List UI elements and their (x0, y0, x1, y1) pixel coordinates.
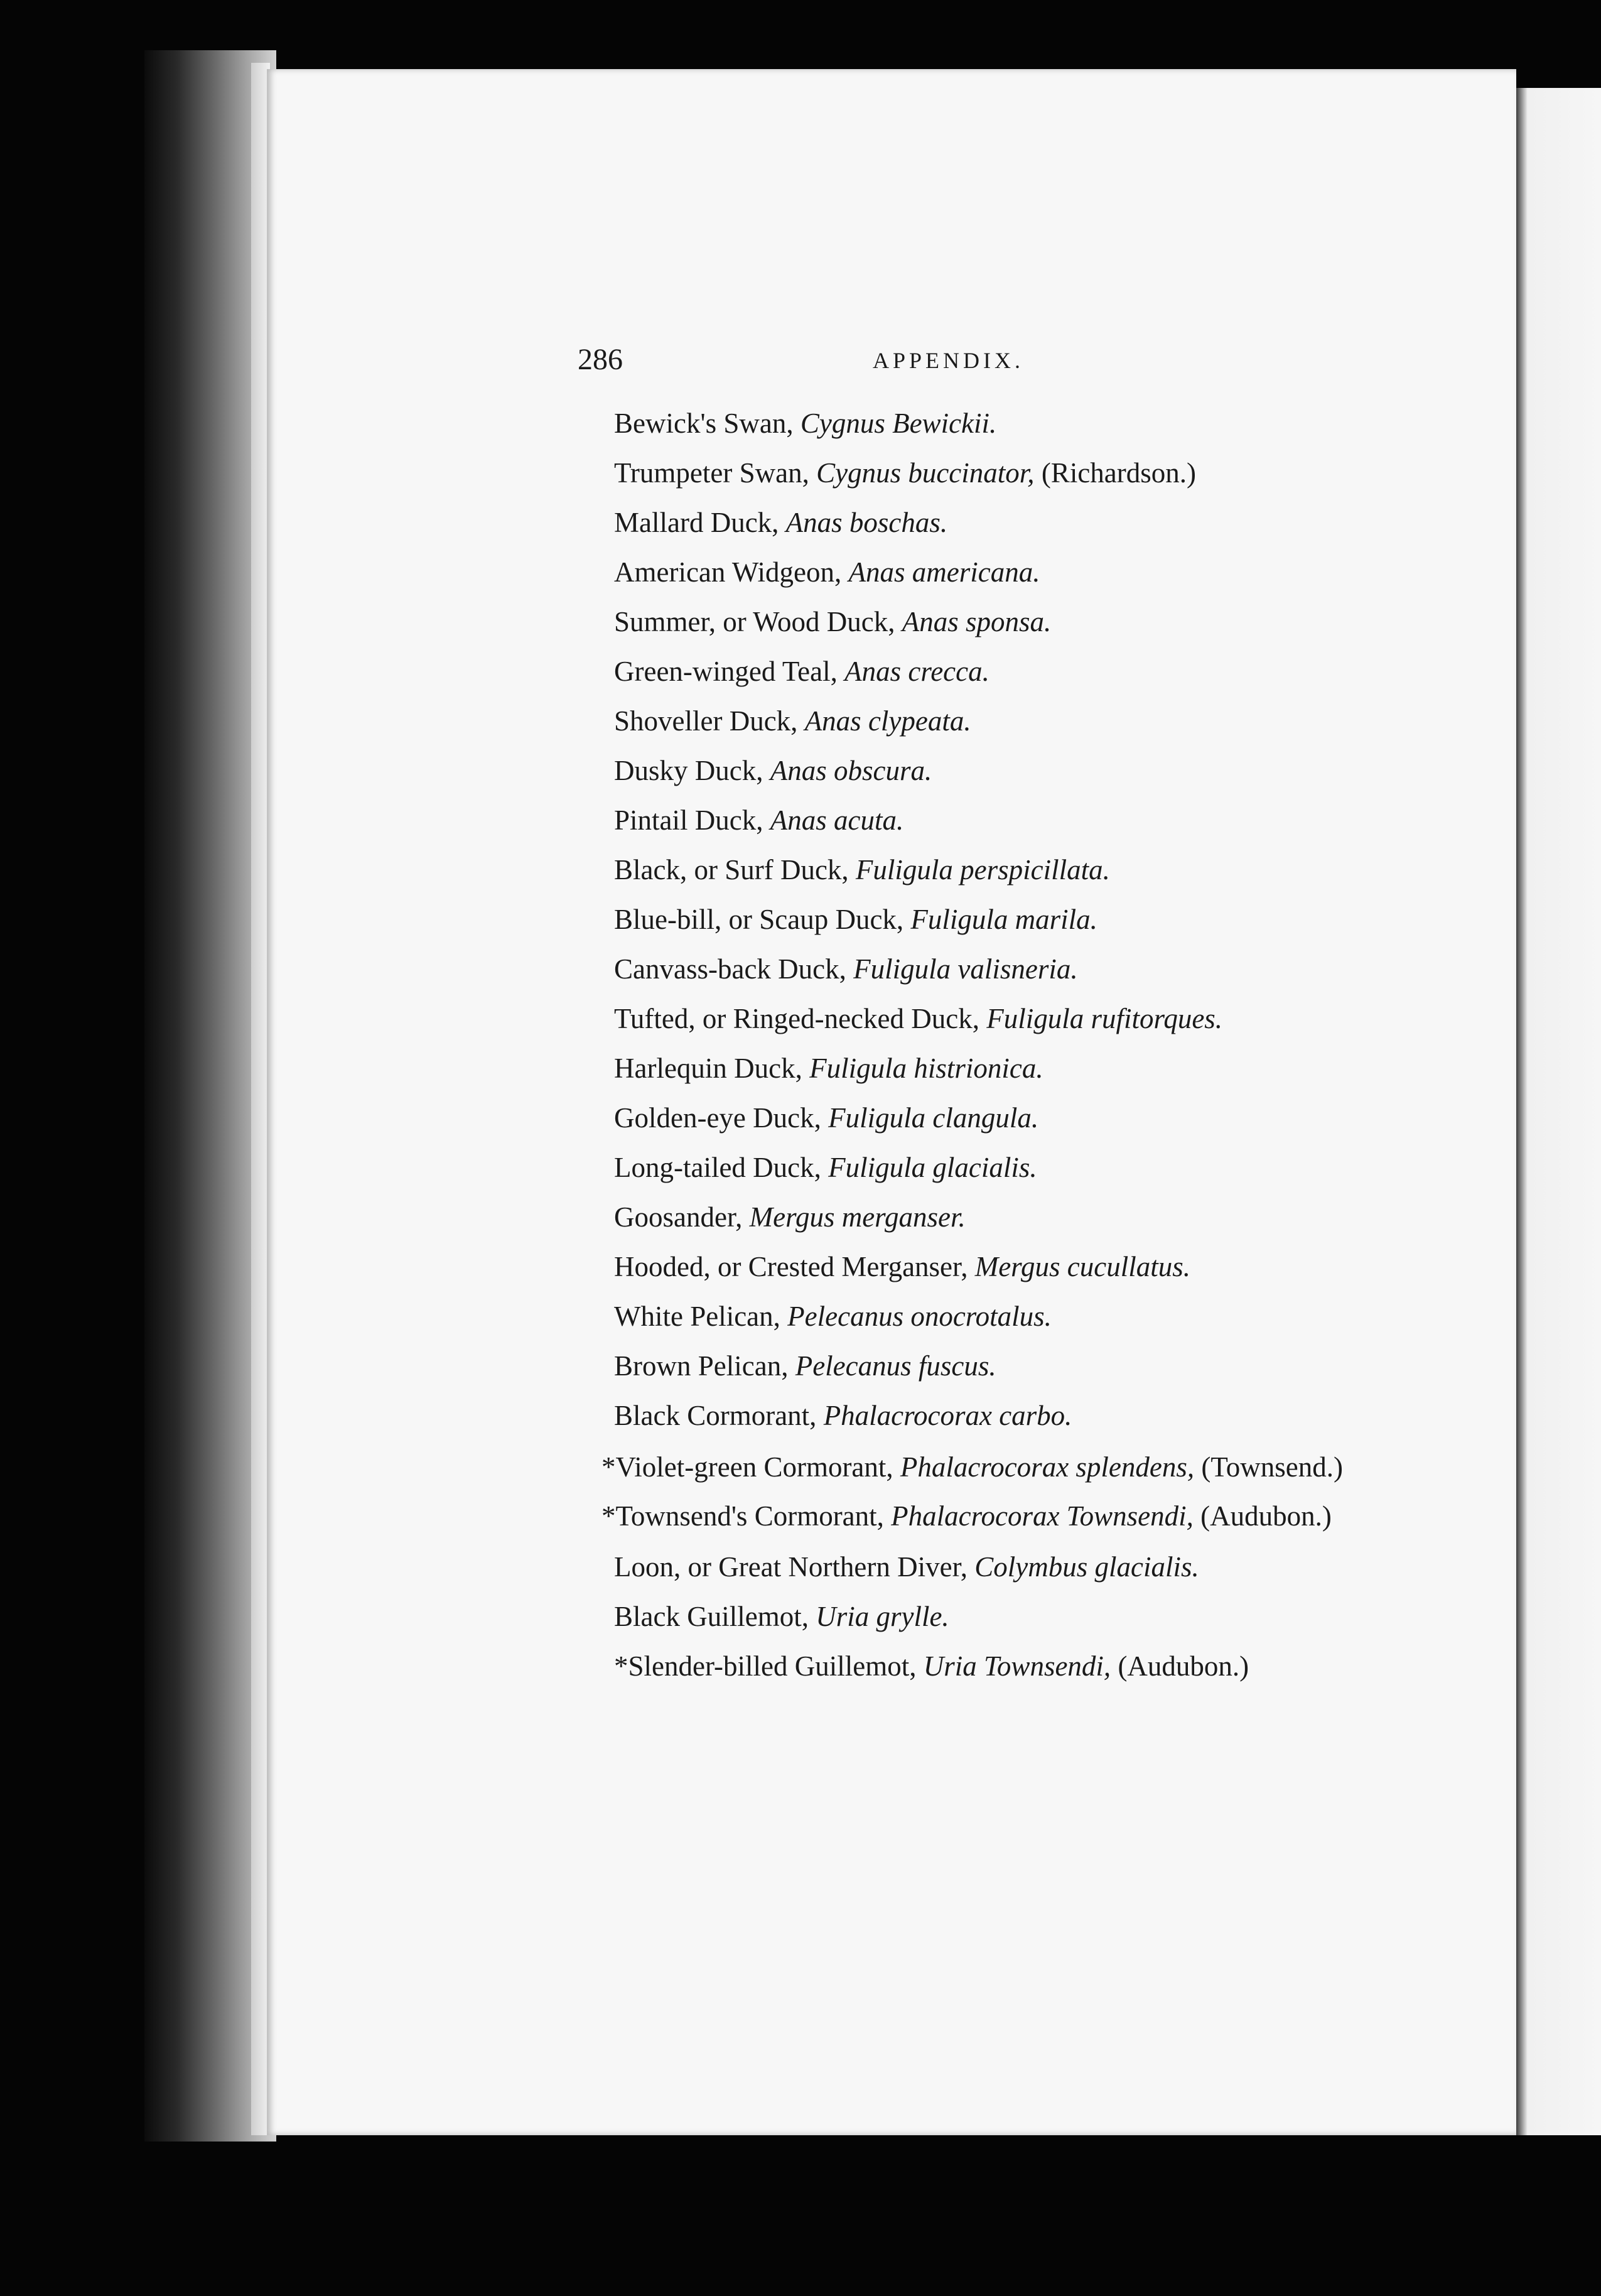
species-name: Phalacrocorax Townsendi, (891, 1500, 1194, 1532)
common-name: Canvass-back Duck, (614, 953, 846, 985)
species-name: Pelecanus onocrotalus. (787, 1301, 1052, 1332)
species-name: Mergus cucullatus. (974, 1251, 1190, 1282)
species-name: Colymbus glacialis. (974, 1551, 1199, 1583)
species-entry (578, 399, 1388, 448)
species-entry (578, 647, 1388, 696)
common-name: *Townsend's Cormorant, (601, 1500, 884, 1532)
species-name: Cygnus buccinator, (816, 457, 1035, 489)
species-name: Mergus merganser. (749, 1201, 966, 1233)
species-entry (578, 597, 1388, 647)
common-name: Green-winged Teal, (614, 656, 838, 687)
authority: (Audubon.) (1118, 1650, 1249, 1682)
common-name: Trumpeter Swan, (614, 457, 809, 489)
species-entry (578, 1193, 1388, 1242)
common-name: Summer, or Wood Duck, (614, 606, 895, 637)
common-name: Goosander, (614, 1201, 743, 1233)
species-list (578, 399, 1388, 1691)
running-head (578, 342, 1388, 386)
species-name: Phalacrocorax carbo. (823, 1400, 1072, 1431)
common-name: Bewick's Swan, (614, 408, 794, 439)
page-text (578, 342, 1388, 1691)
species-entry (578, 1592, 1388, 1642)
common-name: Harlequin Duck, (614, 1053, 802, 1084)
common-name: Shoveller Duck, (614, 705, 798, 737)
species-entry (578, 448, 1388, 498)
common-name: Black Cormorant, (614, 1400, 817, 1431)
species-name: Anas americana. (848, 556, 1040, 588)
common-name: Black Guillemot, (614, 1601, 809, 1632)
common-name: Golden-eye Duck, (614, 1102, 821, 1134)
species-name: Fuligula histrionica. (809, 1053, 1043, 1084)
authority: (Audubon.) (1200, 1500, 1332, 1532)
species-name: Fuligula rufitorques. (986, 1003, 1223, 1034)
species-entry (578, 1341, 1388, 1391)
species-name: Phalacrocorax splendens, (900, 1451, 1195, 1483)
species-entry (578, 1093, 1388, 1143)
page-number: 286 (578, 343, 623, 376)
species-entry (578, 1391, 1388, 1441)
species-name: Fuligula perspicillata. (855, 854, 1110, 885)
species-entry (578, 994, 1388, 1044)
common-name: Black, or Surf Duck, (614, 854, 849, 885)
authority: (Townsend.) (1201, 1451, 1343, 1483)
common-name: Brown Pelican, (614, 1350, 789, 1382)
common-name: Tufted, or Ringed-necked Duck, (614, 1003, 979, 1034)
species-name: Uria Townsendi, (923, 1650, 1111, 1682)
species-name: Anas sponsa. (902, 606, 1052, 637)
common-name: Blue-bill, or Scaup Duck, (614, 904, 904, 935)
common-name: Long-tailed Duck, (614, 1152, 821, 1183)
species-entry (578, 498, 1388, 548)
species-entry (578, 1242, 1388, 1292)
species-name: Anas boschas. (785, 507, 948, 538)
section-title: APPENDIX. (873, 348, 1025, 373)
species-entry (578, 746, 1388, 796)
species-entry (578, 1642, 1388, 1691)
common-name: White Pelican, (614, 1301, 780, 1332)
species-name: Fuligula glacialis. (828, 1152, 1037, 1183)
common-name: Hooded, or Crested Merganser, (614, 1251, 968, 1282)
species-name: Fuligula clangula. (828, 1102, 1039, 1134)
common-name: *Violet-green Cormorant, (601, 1451, 893, 1483)
common-name: Dusky Duck, (614, 755, 763, 786)
species-name: Anas clypeata. (804, 705, 971, 737)
authority: (Richardson.) (1041, 457, 1196, 489)
species-name: Cygnus Bewickii. (800, 408, 997, 439)
common-name: Mallard Duck, (614, 507, 779, 538)
species-name: Anas crecca. (844, 656, 989, 687)
species-entry (578, 696, 1388, 746)
species-name: Anas acuta. (770, 804, 904, 836)
species-entry (578, 796, 1388, 845)
common-name: Loon, or Great Northern Diver, (614, 1551, 968, 1583)
species-name: Pelecanus fuscus. (795, 1350, 996, 1382)
species-entry (578, 1044, 1388, 1093)
species-entry (578, 1542, 1388, 1592)
species-entry (578, 945, 1388, 994)
species-entry (578, 845, 1388, 895)
species-entry (578, 1493, 1388, 1539)
species-entry (578, 895, 1388, 945)
common-name: Pintail Duck, (614, 804, 763, 836)
species-entry (578, 1143, 1388, 1193)
species-name: Uria grylle. (816, 1601, 949, 1632)
species-entry (578, 548, 1388, 597)
common-name: American Widgeon, (614, 556, 842, 588)
species-entry (578, 1292, 1388, 1341)
adjacent-page-edge (1510, 88, 1601, 2135)
species-name: Fuligula valisneria. (853, 953, 1078, 985)
species-entry (578, 1444, 1388, 1490)
species-name: Fuligula marila. (910, 904, 1097, 935)
species-name: Anas obscura. (770, 755, 932, 786)
common-name: *Slender-billed Guillemot, (614, 1650, 917, 1682)
